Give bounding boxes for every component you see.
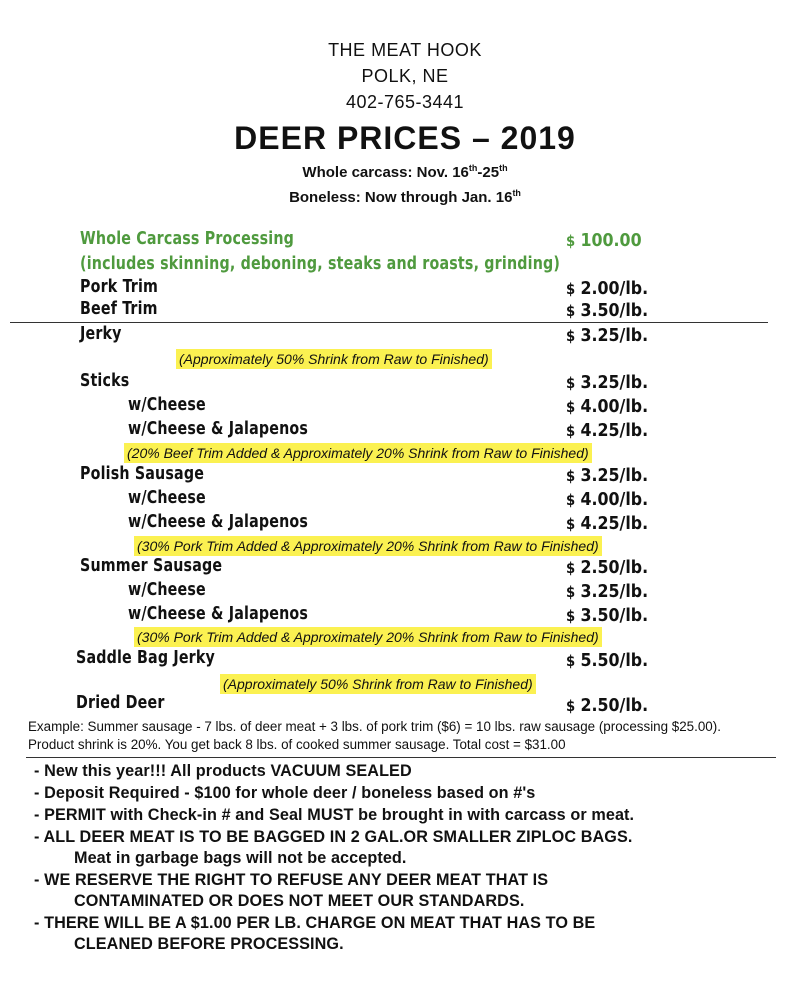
summer-cheese-label: w/Cheese xyxy=(128,579,206,600)
rule-refuse: - WE RESERVE THE RIGHT TO REFUSE ANY DEER MEAT THAT IS xyxy=(34,871,549,889)
business-location: POLK, NE xyxy=(361,66,449,86)
beef-trim-price: $ 3.50/lb. xyxy=(566,300,649,321)
divider xyxy=(10,322,768,323)
rule-cleaning-cont: CLEANED BEFORE PROCESSING. xyxy=(74,935,344,953)
rule-deposit: - Deposit Required - $100 for whole deer / boneless based on #'s xyxy=(34,784,536,802)
rule-cleaning-charge: - THERE WILL BE A $1.00 PER LB. CHARGE ON MEAT THAT HAS TO BE xyxy=(34,914,596,932)
saddle-label: Saddle Bag Jerky xyxy=(76,647,215,668)
polish-cheese-price: $ 4.00/lb. xyxy=(566,489,649,510)
polish-jalapeno-price: $ 4.25/lb. xyxy=(566,513,649,534)
beef-trim-label: Beef Trim xyxy=(80,298,158,319)
sticks-cheese-price: $ 4.00/lb. xyxy=(566,396,649,417)
page-title: DEER PRICES – 2019 xyxy=(234,120,576,156)
polish-note: (30% Pork Trim Added & Approximately 20% Shrink from Raw to Finished) xyxy=(134,536,602,556)
rule-refuse-cont: CONTAMINATED OR DOES NOT MEET OUR STANDARDS. xyxy=(74,892,525,910)
pork-trim-price: $ 2.00/lb. xyxy=(566,278,649,299)
sticks-jalapeno-price: $ 4.25/lb. xyxy=(566,420,649,441)
whole-carcass-detail: (includes skinning, deboning, steaks and roasts, grinding) xyxy=(80,253,561,274)
summer-jalapeno-label: w/Cheese & Jalapenos xyxy=(128,603,309,624)
summer-label: Summer Sausage xyxy=(80,555,223,576)
sticks-note: (20% Beef Trim Added & Approximately 20% Shrink from Raw to Finished) xyxy=(124,443,592,463)
business-phone: 402-765-3441 xyxy=(345,92,465,112)
divider xyxy=(26,757,776,758)
rule-bagged-cont: Meat in garbage bags will not be accepted. xyxy=(74,849,407,867)
saddle-price: $ 5.50/lb. xyxy=(566,650,649,671)
summer-cheese-price: $ 3.25/lb. xyxy=(566,581,649,602)
sticks-jalapeno-label: w/Cheese & Jalapenos xyxy=(128,418,309,439)
summer-note: (30% Pork Trim Added & Approximately 20% Shrink from Raw to Finished) xyxy=(134,627,602,647)
polish-cheese-label: w/Cheese xyxy=(128,487,206,508)
whole-carcass-label: Whole Carcass Processing xyxy=(80,228,295,249)
summer-price: $ 2.50/lb. xyxy=(566,557,649,578)
whole-carcass-price: $ 100.00 xyxy=(566,230,642,251)
dried-label: Dried Deer xyxy=(76,692,165,713)
polish-label: Polish Sausage xyxy=(80,463,205,484)
sticks-price: $ 3.25/lb. xyxy=(566,372,649,393)
sticks-label: Sticks xyxy=(80,370,130,391)
rule-bagged: - ALL DEER MEAT IS TO BE BAGGED IN 2 GAL.OR SMALLER ZIPLOC BAGS. xyxy=(34,828,633,846)
rule-vacuum-sealed: - New this year!!! All products VACUUM SEALED xyxy=(34,762,412,780)
polish-price: $ 3.25/lb. xyxy=(566,465,649,486)
polish-jalapeno-label: w/Cheese & Jalapenos xyxy=(128,511,309,532)
business-name: THE MEAT HOOK xyxy=(328,40,482,60)
dollar-icon: $ xyxy=(566,232,576,250)
boneless-dates: Boneless: Now through Jan. 16th xyxy=(289,188,521,206)
rule-permit: - PERMIT with Check-in # and Seal MUST be brought in with carcass or meat. xyxy=(34,806,635,824)
saddle-note: (Approximately 50% Shrink from Raw to Finished) xyxy=(220,674,536,694)
sticks-cheese-label: w/Cheese xyxy=(128,394,206,415)
jerky-label: Jerky xyxy=(80,323,122,344)
whole-carcass-dates: Whole carcass: Nov. 16th-25th xyxy=(302,163,508,181)
pork-trim-label: Pork Trim xyxy=(80,276,159,297)
jerky-note: (Approximately 50% Shrink from Raw to Finished) xyxy=(176,349,492,369)
summer-jalapeno-price: $ 3.50/lb. xyxy=(566,605,649,626)
example-text: Example: Summer sausage - 7 lbs. of deer meat + 3 lbs. of pork trim ($6) = 10 lbs. raw sausage (processing $25.00). Product shrink is 20%. You get back 8 lbs. of cooked summer sausage. Total cost = $31.00 xyxy=(28,719,721,752)
dried-price: $ 2.50/lb. xyxy=(566,695,649,716)
jerky-price: $ 3.25/lb. xyxy=(566,325,649,346)
